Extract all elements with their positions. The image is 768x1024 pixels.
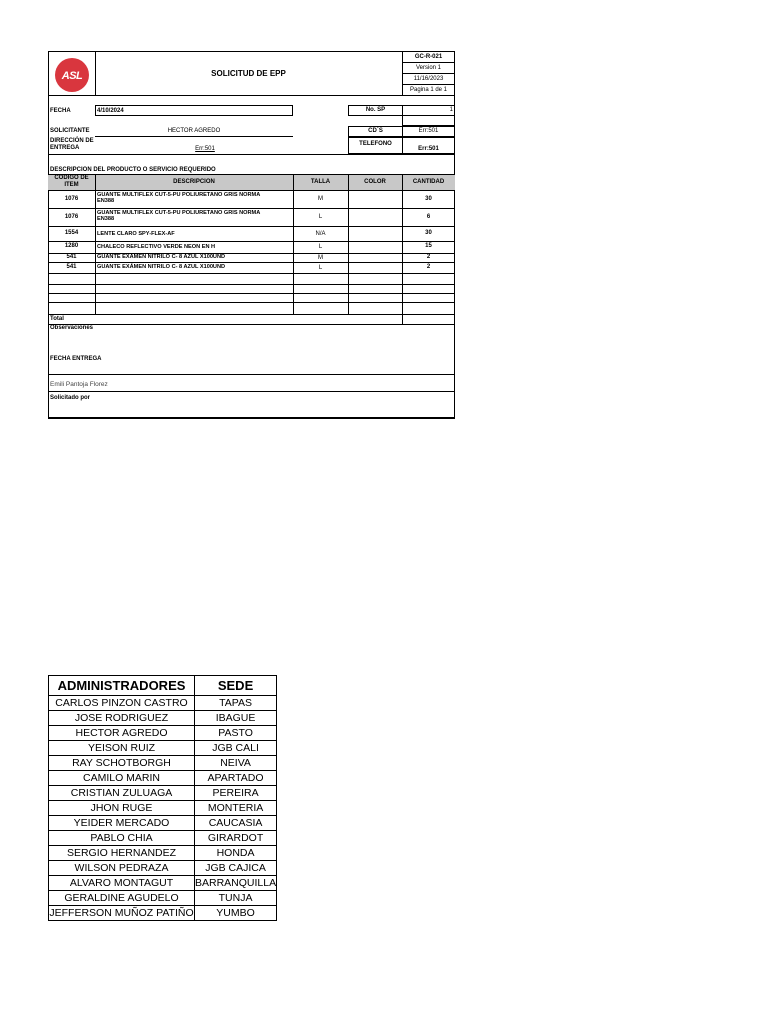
table-row	[49, 741, 277, 756]
item-codigo: 1076	[64, 214, 79, 220]
admin-sede: YUMBO	[195, 906, 277, 921]
admin-sede: TUNJA	[195, 891, 277, 906]
table-line	[48, 262, 455, 263]
item-descripcion: GUANTE MULTIFLEX CUT-5-PU POLIURETANO GRIS NORMA	[97, 210, 261, 216]
table-line	[48, 241, 455, 242]
address-section-bottom	[48, 154, 455, 155]
table-line	[48, 174, 455, 175]
col-codigo-header-2: ITEM	[64, 182, 79, 188]
solicitante-value: HECTOR AGREDO	[167, 128, 221, 134]
admin-sede: JGB CALI	[195, 741, 277, 756]
signer-name: Emili Pantoja Florez	[50, 381, 108, 388]
admin-name: CARLOS PINZON CASTRO	[49, 696, 195, 711]
item-descripcion: LENTE CLARO SPY-FLEX-AF	[97, 231, 175, 237]
fecha-field[interactable]	[95, 105, 293, 116]
admin-name: JOSE RODRIGUEZ	[49, 711, 195, 726]
table-row	[49, 696, 277, 711]
direccion-label-2: ENTREGA	[50, 145, 80, 151]
item-codigo: 1280	[64, 243, 79, 249]
signature-bottom-line	[48, 391, 455, 392]
table-row	[49, 756, 277, 771]
table-line	[48, 302, 455, 303]
admin-name: CAMILO MARIN	[49, 771, 195, 786]
header-divider	[402, 73, 455, 74]
table-row	[49, 906, 277, 921]
item-cantidad: 2	[426, 264, 431, 270]
admin-name: SERGIO HERNANDEZ	[49, 846, 195, 861]
admin-header-sede: SEDE	[195, 676, 277, 696]
signature-top-line	[48, 374, 455, 375]
admin-sede: TAPAS	[195, 696, 277, 711]
header-divider	[402, 62, 455, 63]
doc-code: GC-R-021	[414, 54, 443, 60]
table-row	[49, 771, 277, 786]
admin-name: ALVARO MONTAGUT	[49, 876, 195, 891]
item-codigo: 541	[66, 264, 77, 270]
solicitante-label: SOLICITANTE	[50, 128, 90, 134]
admin-sede: APARTADO	[195, 771, 277, 786]
table-line	[48, 284, 455, 285]
table-row	[49, 816, 277, 831]
observaciones-label: Observaciones	[50, 325, 94, 331]
item-descripcion: GUANTE EXÁMEN NITRILO C- 8 AZUL X100UND	[97, 254, 226, 260]
col-descripcion-header: DESCRIPCION	[173, 179, 215, 185]
table-line	[48, 324, 455, 325]
cds-value: Err:501	[418, 128, 439, 134]
item-talla: L	[318, 265, 323, 271]
admin-sede: GIRARDOT	[195, 831, 277, 846]
no-sp-extra	[402, 115, 455, 126]
admin-sede: CAUCASIA	[195, 816, 277, 831]
fecha-label: FECHA	[50, 108, 71, 114]
col-cantidad-header: CANTIDAD	[412, 179, 445, 185]
telefono-value: Err:501	[418, 146, 439, 152]
col-codigo-header-1: CODIGO DE	[54, 175, 89, 181]
table-row	[49, 831, 277, 846]
table-line	[48, 226, 455, 227]
header-divider	[402, 84, 455, 85]
admin-name: GERALDINE AGUDELO	[49, 891, 195, 906]
item-cantidad: 6	[426, 214, 431, 220]
table-line	[48, 208, 455, 209]
admin-name: WILSON PEDRAZA	[49, 861, 195, 876]
item-talla: L	[318, 214, 323, 220]
table-line	[48, 273, 455, 274]
doc-page: Pagina 1 de 1	[409, 87, 448, 93]
item-talla: M	[318, 255, 323, 261]
form-title: SOLICITUD DE EPP	[211, 69, 286, 78]
solicitado-label: Solicitado por	[50, 395, 91, 401]
item-talla: N/A	[315, 231, 326, 237]
item-cantidad: 30	[425, 196, 432, 202]
table-line	[48, 190, 455, 191]
admin-sede: IBAGUE	[195, 711, 277, 726]
item-talla: L	[318, 244, 323, 250]
direccion-value: Err:501	[195, 146, 215, 152]
item-codigo: 541	[66, 254, 77, 260]
table-col-line	[348, 174, 349, 315]
direccion-label-1: DIRECCIÓN DE	[50, 138, 94, 144]
admin-sede: PEREIRA	[195, 786, 277, 801]
item-cantidad: 2	[426, 254, 431, 260]
fecha-value: 4/10/2024	[97, 108, 124, 114]
admin-header-administradores: ADMINISTRADORES	[49, 676, 195, 696]
admin-name: JHON RUGE	[49, 801, 195, 816]
table-row	[49, 786, 277, 801]
admin-name: HECTOR AGREDO	[49, 726, 195, 741]
admin-sede: PASTO	[195, 726, 277, 741]
table-row	[49, 726, 277, 741]
logo-text: ASL	[61, 70, 83, 82]
no-sp-label: No. SP	[365, 107, 386, 113]
table-row	[49, 846, 277, 861]
table-row	[49, 891, 277, 906]
item-codigo: 1076	[64, 196, 79, 202]
header-bottom	[48, 95, 455, 96]
item-cantidad: 15	[425, 243, 432, 249]
admin-name: PABLO CHIA	[49, 831, 195, 846]
item-descripcion-cont: EN388	[97, 198, 115, 204]
table-row	[49, 801, 277, 816]
item-talla: M	[318, 196, 323, 202]
table-col-line	[95, 174, 96, 315]
table-line	[48, 293, 455, 294]
admin-name: YEIDER MERCADO	[49, 816, 195, 831]
table-line	[48, 314, 455, 315]
admin-table-header-row	[49, 676, 277, 696]
telefono-label: TELEFONO	[359, 141, 392, 147]
admin-name: RAY SCHOTBORGH	[49, 756, 195, 771]
fecha-entrega-label: FECHA ENTREGA	[50, 356, 102, 362]
doc-date: 11/16/2023	[413, 76, 444, 82]
doc-version: Version 1	[415, 65, 442, 71]
col-color-header: COLOR	[364, 179, 386, 185]
table-row	[49, 876, 277, 891]
admin-sede: JGB CAJICA	[195, 861, 277, 876]
admin-table	[48, 675, 277, 921]
no-sp-value: 1	[449, 107, 453, 113]
total-label: Total	[50, 316, 64, 322]
item-descripcion: CHALECO REFLECTIVO VERDE NEON EN H	[97, 244, 216, 250]
company-logo	[55, 58, 89, 92]
item-codigo: 1554	[64, 230, 79, 236]
cds-label: CD´S	[368, 128, 383, 134]
item-descripcion-cont: EN388	[97, 216, 115, 222]
item-descripcion: GUANTE EXÁMEN NITRILO C- 8 AZUL X100UND	[97, 264, 226, 270]
admin-sede: NEIVA	[195, 756, 277, 771]
solicitante-underline	[95, 136, 293, 137]
table-row	[49, 711, 277, 726]
admin-sede: MONTERIA	[195, 801, 277, 816]
item-cantidad: 30	[425, 230, 432, 236]
admin-name: JEFFERSON MUÑOZ PATIÑO	[49, 907, 194, 919]
item-descripcion: GUANTE MULTIFLEX CUT-5-PU POLIURETANO GRIS NORMA	[97, 192, 261, 198]
table-row	[49, 861, 277, 876]
admin-sede: HONDA	[195, 846, 277, 861]
col-talla-header: TALLA	[310, 179, 331, 185]
admin-name: CRISTIAN ZULUAGA	[49, 786, 195, 801]
section-label: DESCRIPCION DEL PRODUCTO O SERVICIO REQUERIDO	[50, 167, 216, 173]
admin-sede: BARRANQUILLA	[195, 877, 277, 889]
admin-name: YEISON RUIZ	[49, 741, 195, 756]
